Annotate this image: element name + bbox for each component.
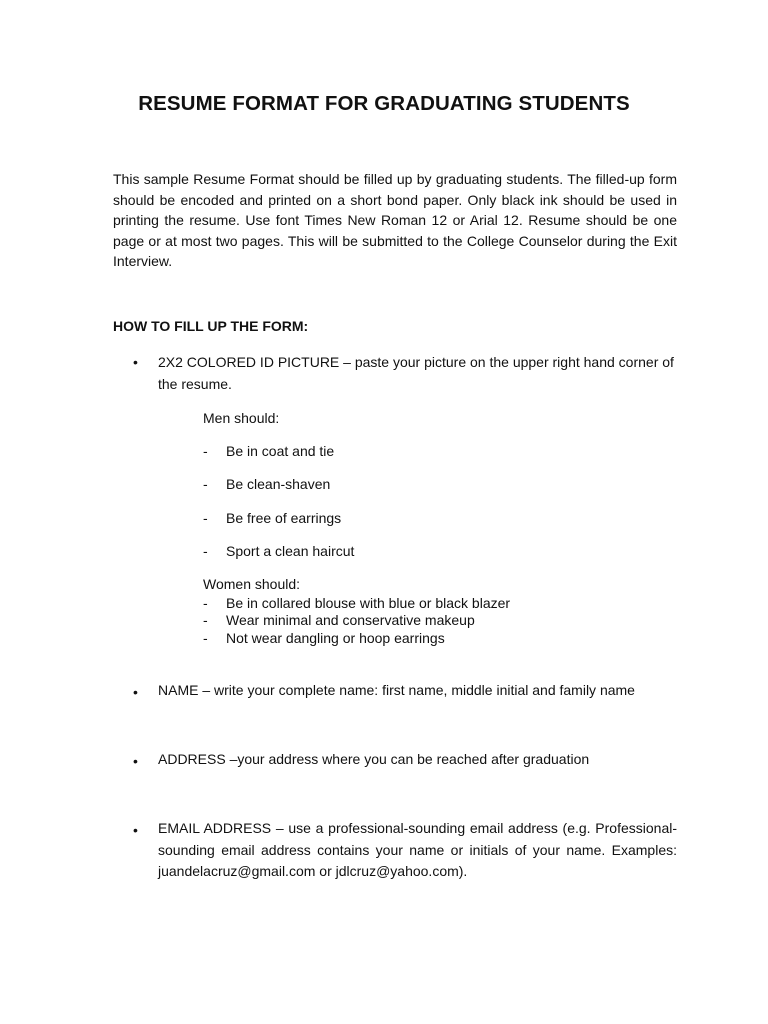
- men-item-4: Sport a clean haircut: [226, 543, 355, 559]
- men-dash-4: -: [203, 543, 208, 559]
- document-title: RESUME FORMAT FOR GRADUATING STUDENTS: [138, 92, 630, 115]
- women-dash-2: -: [203, 612, 208, 628]
- email-instruction: EMAIL ADDRESS – use a professional-sounding email address (e.g. Professional-sounding email address contains your name or initials of your name. Examples: juandelacruz@gmail.com or jdlcruz@yahoo.com).: [158, 820, 677, 879]
- women-dash-1: -: [203, 595, 208, 611]
- men-should-label: Men should:: [203, 410, 280, 426]
- women-item-1: Be in collared blouse with blue or black blazer: [226, 595, 511, 611]
- women-item-2: Wear minimal and conservative makeup: [226, 612, 475, 628]
- bullet-address: •: [133, 753, 138, 769]
- men-dash-2: -: [203, 476, 208, 492]
- intro-paragraph: This sample Resume Format should be filled up by graduating students. The filled-up form should be encoded and printed on a short bond paper. Only black ink should be used in printing the resume. Use font Times New Roman 12 or Arial 12. Resume should be one page or at most two pages. This will be submitted to the College Counselor during the Exit Interview.: [113, 171, 677, 269]
- address-instruction: ADDRESS –your address where you can be reached after graduation: [158, 751, 590, 767]
- women-item-3: Not wear dangling or hoop earrings: [226, 630, 445, 646]
- men-item-2: Be clean-shaven: [226, 476, 331, 492]
- women-dash-3: -: [203, 630, 208, 646]
- men-item-3: Be free of earrings: [226, 510, 342, 526]
- bullet-picture: •: [133, 354, 138, 370]
- bullet-email: •: [133, 822, 138, 838]
- men-dash-1: -: [203, 443, 208, 459]
- how-to-heading: HOW TO FILL UP THE FORM:: [113, 318, 309, 334]
- name-instruction: NAME – write your complete name: first name, middle initial and family name: [158, 682, 635, 698]
- bullet-name: •: [133, 684, 138, 700]
- picture-instruction: 2X2 COLORED ID PICTURE – paste your picture on the upper right hand corner of the resume.: [158, 354, 674, 392]
- men-dash-3: -: [203, 510, 208, 526]
- men-item-1: Be in coat and tie: [226, 443, 335, 459]
- women-should-label: Women should:: [203, 576, 301, 592]
